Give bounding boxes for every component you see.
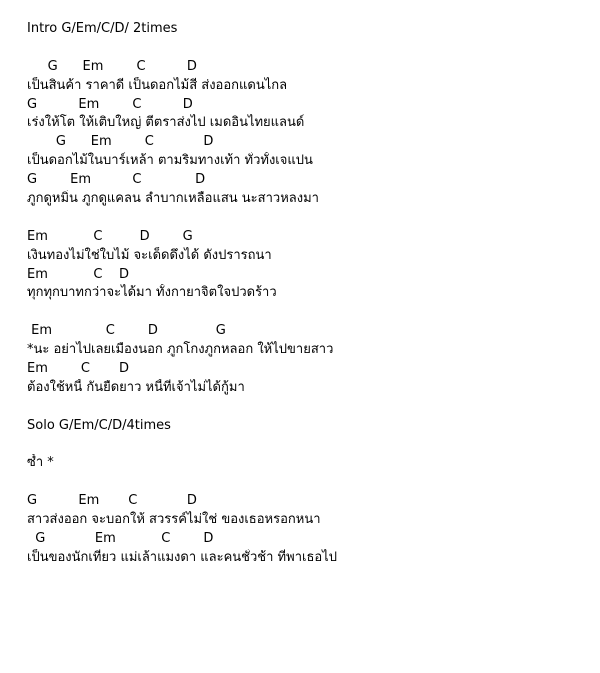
blank-line (27, 436, 587, 455)
lyric-line: ต้องใช้หนี้ กันยืดยาว หนี้ที่เจ้าไม่ได้กู้มา (27, 379, 245, 395)
chord-line: G Em C D (27, 493, 197, 509)
lyric-line: ภูกดูหมิ่น ภูกดูแคลน ลำบากเหลือแสน นะสาวหลงมา (27, 191, 319, 207)
blank-line (27, 209, 587, 228)
chord-line: Em C D G (27, 228, 193, 244)
blank-line (27, 39, 587, 58)
chord-line: G Em C D (27, 172, 206, 188)
blank-line (27, 303, 587, 322)
chord-line: Em C D (27, 361, 129, 377)
lyric-line: ทุกทุกบาทกว่าจะได้มา ทั้งกายาจิตใจปวดร้าว (27, 285, 277, 301)
lyric-line: เป็นสินค้า ราคาดี เป็นดอกไม้สี ส่งออกแดนไกล (27, 77, 288, 93)
chord-line: Em C D (27, 266, 129, 282)
lyric-line: เงินทองไม่ใช่ใบไม้ จะเด็ดดึงได้ ดังปรารถนา (27, 247, 272, 263)
solo-line: Solo G/Em/C/D/4times (27, 417, 171, 433)
intro-line: Intro G/Em/C/D/ 2times (27, 21, 178, 36)
chorus-lyric-line: *นะ อย่าไปเลยเมืองนอก ภูกโกงภูกหลอก ให้ไปขายสาว (27, 342, 334, 358)
blank-line (27, 398, 587, 417)
repeat-marker: ซ้ำ * (27, 455, 54, 471)
chord-line: G Em C D (27, 96, 193, 112)
lyric-line: เร่งให้โต ให้เติบใหญ่ ตีตราส่งไป เมดอินไทยแลนด์ (27, 115, 305, 131)
lyric-line: เป็นของนักเที่ยว แม่เล้าแมงดา และคนชั่วช้า ที่พาเธอไป (27, 549, 337, 565)
lyric-line: เป็นดอกไม้ในบาร์เหล้า ตามริมทางเท้า ทั่วทั้งเจแปน (27, 153, 313, 169)
chord-line: G Em C D (27, 134, 214, 150)
chord-sheet (27, 20, 587, 568)
chord-line: Em C D G (27, 323, 226, 339)
blank-line (27, 473, 587, 492)
chord-line: G Em C D (27, 531, 214, 547)
lyric-line: สาวส่งออก จะบอกให้ สวรรค์ไม่ใช่ ของเธอหรอกหนา (27, 512, 321, 528)
chord-line: G Em C D (27, 58, 197, 74)
